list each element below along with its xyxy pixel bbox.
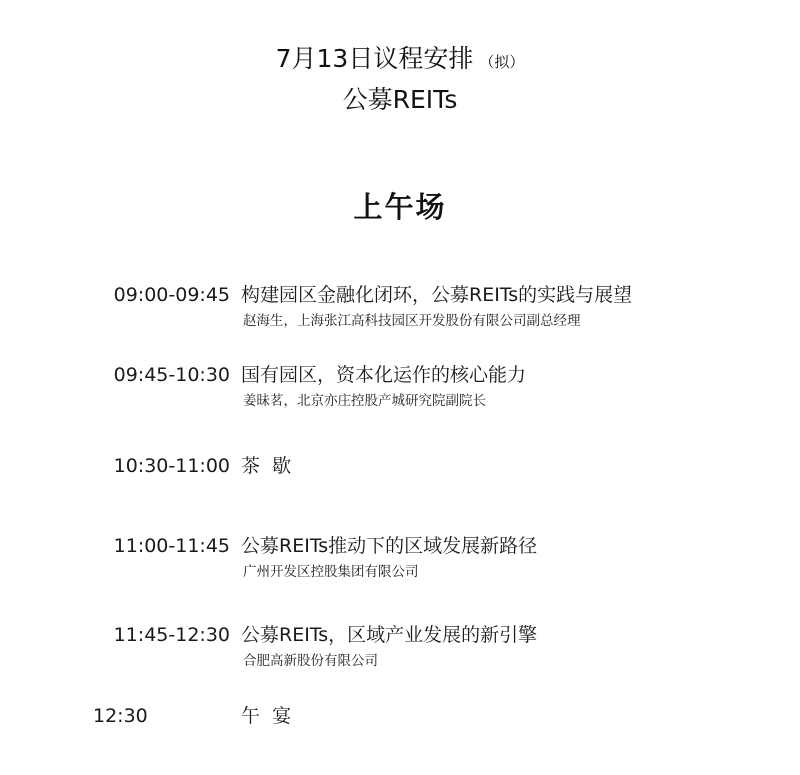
title-date-text: 7月13日议程安排 [275, 44, 474, 73]
agenda-topic: 午 宴 [241, 705, 292, 727]
agenda-topic: 国有园区，资本化运作的核心能力 [241, 364, 527, 386]
agenda-speaker: 姜昧茗，北京亦庄控股产城研究院副院长 [243, 393, 486, 409]
agenda-speaker: 广州开发区控股集团有限公司 [243, 564, 419, 580]
agenda-time: 11:00-11:45 [113, 535, 230, 557]
agenda-item [0, 622, 800, 682]
title-tentative-note: （拟） [479, 53, 525, 71]
agenda-item [0, 703, 800, 763]
agenda-topic: 公募REITs推动下的区域发展新路径 [241, 535, 538, 557]
agenda-title-block [0, 40, 800, 119]
page-subtitle: 公募REITs [342, 85, 458, 114]
agenda-item [0, 362, 800, 422]
agenda-item [0, 282, 800, 342]
agenda-topic: 公募REITs，区域产业发展的新引擎 [241, 624, 538, 646]
agenda-topic: 茶 歇 [241, 455, 292, 477]
agenda-item [0, 533, 800, 593]
agenda-time: 09:45-10:30 [113, 364, 230, 386]
agenda-speaker: 赵海生，上海张江高科技园区开发股份有限公司副总经理 [243, 313, 581, 329]
session-heading: 上午场 [353, 190, 447, 224]
agenda-speaker: 合肥高新股份有限公司 [243, 653, 378, 669]
agenda-time: 12:30 [93, 705, 148, 727]
page-title [0, 40, 800, 81]
agenda-topic: 构建园区金融化闭环，公募REITs的实践与展望 [241, 284, 633, 306]
agenda-time: 09:00-09:45 [113, 284, 230, 306]
agenda-time: 10:30-11:00 [113, 455, 230, 477]
agenda-item [0, 453, 800, 513]
agenda-time: 11:45-12:30 [113, 624, 230, 646]
